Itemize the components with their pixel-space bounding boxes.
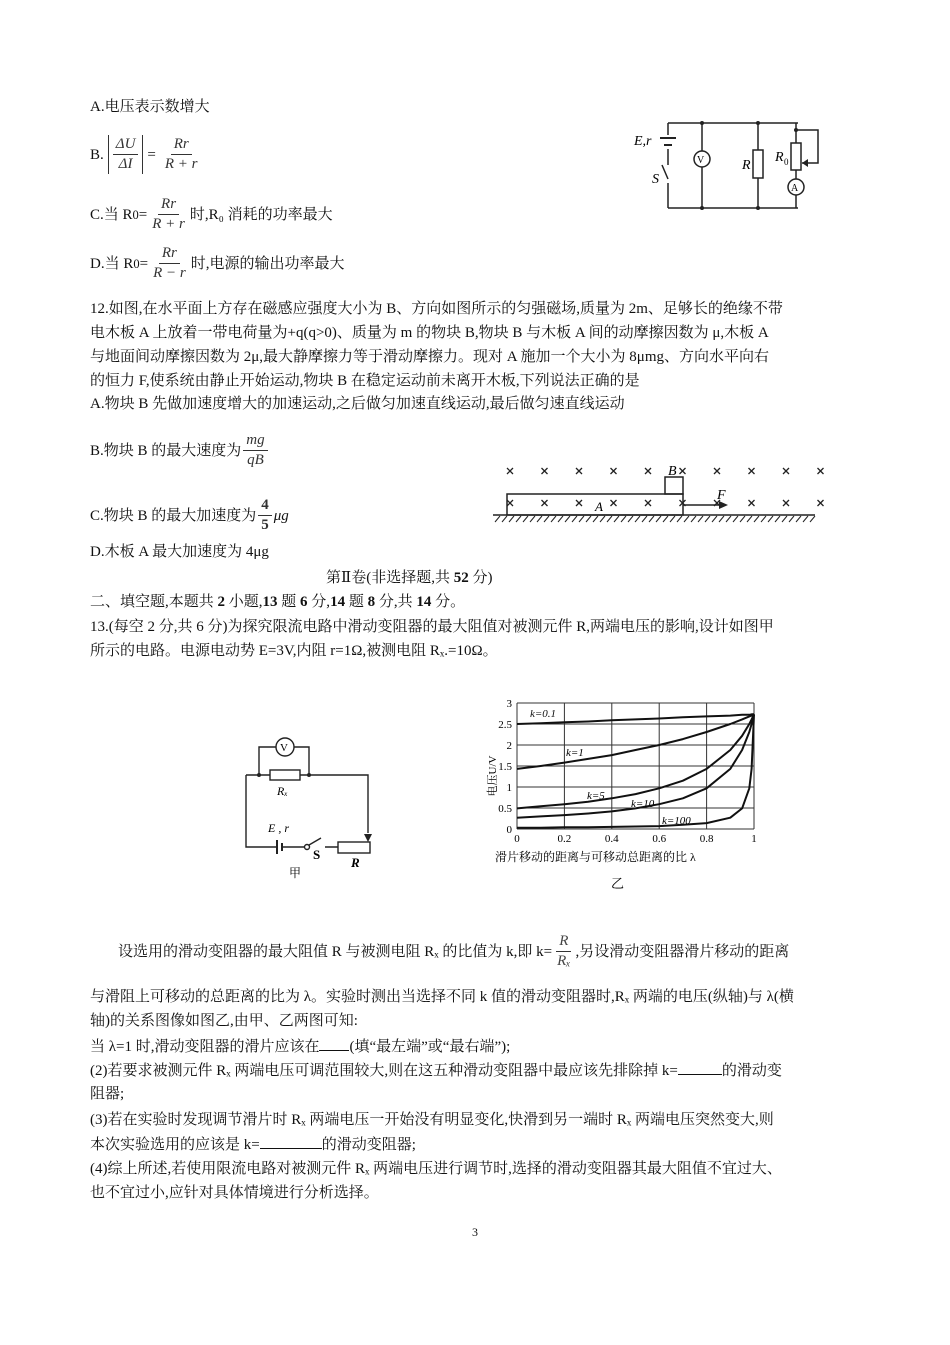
x-tick-label: 0.4 [604,833,619,845]
intro-text: 分。 [431,594,466,610]
field-cross-icon [645,468,651,474]
denominator: Rₓ [557,953,571,969]
intro-num: 2 [217,594,226,610]
series-label-k5: k=5 [587,790,605,802]
numerator: 4 [258,496,272,516]
label-r0-sub: 0 [784,157,789,167]
x-tick-label: 0.8 [699,833,714,845]
y-tick-label: 3 [506,698,512,710]
option-text: B.物块 B 的最大速度为 [90,442,242,459]
q12-option-b [90,431,270,470]
field-cross-icon [507,500,513,506]
series-label-k100: k=100 [662,815,691,827]
question-text: 的滑动变 [721,1063,782,1079]
intro-text: 小题, [225,594,263,610]
x-tick-label: 0.6 [652,833,667,845]
q13-sub4: (4)综上所述,若使用限流电路对被测元件 Rₓ 两端电压进行调节时,选择的滑动变阻器其最大阻值不宜过大、 [90,1161,782,1177]
intro-num: 14 [330,594,346,610]
intro-text: 二、填空题,本题共 [90,594,218,610]
question-text: (2)若要求被测元件 Rₓ 两端电压可调范围较大,则在这五种滑动变阻器中最应该先排除掉 k= [90,1063,678,1079]
field-cross-icon [645,500,651,506]
label-a: A [595,499,603,514]
question-text: 本次实验选用的应该是 k= [90,1137,260,1153]
intro-num: 14 [416,594,432,610]
q12-stem-line: 与地面间动摩擦因数为 2μ,最大静摩擦力等于滑动摩擦力。现对 A 施加一个大小为 8μmg、方向水平向右 [90,349,770,365]
intro-text: 题 [345,594,368,610]
option-text: C.物块 B 的最大加速度为 [90,507,257,524]
equals: = [139,255,149,272]
q12-option-c [90,496,289,535]
q13-sub3-cont [90,1134,416,1155]
intro-text: 分,共 [375,594,417,610]
denominator: 5 [261,517,269,533]
denominator: R + r [164,156,198,172]
q13-stem-line: 13.(每空 2 分,共 6 分)为探究限流电路中滑动变阻器的最大阻值对被测元件 R,两端电压的影响,设计如图甲 [90,619,774,635]
q13-circuit-diagram [225,730,385,880]
resistor-r [753,150,763,178]
rheostat-r0 [791,143,801,170]
y-tick-label: 1 [506,782,512,794]
label-r: R [742,158,751,173]
title-text: 第Ⅱ卷(非选择题,共 [326,570,454,586]
series-label-k10: k=10 [631,798,655,810]
label-er: E , r [268,821,289,835]
numerator: mg [243,431,267,451]
answer-blank-2[interactable] [678,1060,722,1075]
denominator: ΔI [118,156,133,172]
field-cross-icon [611,468,617,474]
series-label-k1: k=1 [566,747,584,759]
q12-stem-line: 电木板 A 上放着一带电荷量为+q(q>0)、质量为 m 的物块 B,物块 B 与木板 A 间的动摩擦因数为 μ,木板 A [90,325,769,341]
label-er: E,r [634,134,652,149]
x-axis-label: 滑片移动的距离与可移动总距离的比 λ [495,850,696,864]
label-r0: R [775,150,784,165]
numerator: Rr [159,244,180,264]
label-f: F [717,488,726,503]
section-intro [90,592,465,612]
x-tick-label: 1 [751,833,757,845]
option-text: 时,电源的输出功率最大 [190,255,345,272]
q11-option-c [90,195,333,234]
field-cross-icon [576,500,582,506]
intro-text: 题 [277,594,301,610]
y-tick-label: 1.5 [498,761,512,773]
field-cross-icon [714,468,720,474]
question-text: 当 λ=1 时,滑动变阻器的滑片应该在 [90,1039,320,1055]
q12-stem-line: 12.如图,在水平面上方存在磁感应强度大小为 B、方向如图所示的匀强磁场,质量为 2m、足够长的绝缘不带 [90,301,783,317]
q11-circuit-diagram [620,95,840,220]
label-s: S [313,847,321,862]
numerator: Rr [158,195,179,215]
q13-sub4-cont: 也不宜过小,应针对具体情境进行分析选择。 [90,1185,379,1201]
title-text: 分) [468,570,493,586]
label-s: S [652,172,659,187]
y-tick-label: 2.5 [498,719,512,731]
option-text: μg [273,507,289,524]
block-b [665,477,683,494]
q13-sub3: (3)若在实验时发现调节滑片时 Rₓ 两端电压一开始没有明显变化,快滑到另一端时 Rₓ 两端电压突然变大,则 [90,1112,774,1128]
intro-num: 8 [367,594,376,610]
denominator: R + r [152,216,185,232]
option-text: D.当 R [90,255,134,272]
series-label-k0.1: k=0.1 [530,708,557,720]
option-text: C.当 R [90,206,133,223]
caption-jia: 甲 [289,866,302,880]
label-b: B [668,464,677,479]
answer-blank-1[interactable] [319,1036,349,1051]
field-cross-icon [783,500,789,506]
field-cross-icon [576,468,582,474]
subscript: 0 [132,207,139,222]
question-text: (填“最左端”或“最右端”); [349,1039,511,1055]
q12-board-block-figure [485,455,835,530]
denominator: R − r [153,265,186,281]
q11-option-a: A.电压表示数增大 [90,99,210,115]
field-cross-icon [783,468,789,474]
field-cross-icon [542,500,548,506]
numerator: ΔU [113,135,139,155]
q13-sub2-cont: 阻器; [90,1086,125,1102]
series-line-k=100 [517,714,754,827]
field-cross-icon [507,468,513,474]
label-v: V [280,742,288,754]
q13-sub2 [90,1060,782,1081]
field-cross-icon [542,468,548,474]
label-r: R [351,855,360,870]
rheostat-r [338,842,370,853]
field-cross-icon [749,468,755,474]
q13-body-line: 轴)的关系图像如图乙,由甲、乙两图可知: [90,1013,358,1029]
q12-option-d: D.木板 A 最大加速度为 4μg [90,544,269,560]
intro-num: 6 [300,594,308,610]
numerator: R [556,932,571,952]
question-text: 的滑动变阻器; [321,1137,416,1153]
field-cross-icon [680,468,686,474]
y-tick-label: 0.5 [498,803,512,815]
intro-text: 分, [307,594,331,610]
chart-caption: 乙 [611,876,625,891]
q11-option-d [90,244,344,283]
section-title [326,568,492,588]
abs-fraction [108,135,144,174]
denominator: qB [247,452,264,468]
label-rx: Rₓ [277,784,288,798]
x-tick-label: 0 [514,833,520,845]
q11-option-b [90,135,203,174]
intro-num: 13 [262,594,278,610]
numerator: Rr [171,135,192,155]
q13-setup-line [118,932,789,971]
option-text: 时,R₀ 消耗的功率最大 [189,206,333,223]
setup-text: ,另设滑动变阻器滑片移动的距离 [575,943,790,960]
q12-stem-line: 的恒力 F,使系统由静止开始运动,物块 B 在稳定运动前未离开木板,下列说法正确的是 [90,373,640,389]
y-axis-label: 电压U/V [487,755,499,797]
field-cross-icon [749,500,755,506]
option-label: B. [90,146,104,163]
field-cross-icon [818,468,824,474]
answer-blank-3[interactable] [260,1134,322,1149]
title-score: 52 [453,570,469,586]
voltage-lambda-chart [480,690,780,895]
field-cross-icon [818,500,824,506]
x-tick-label: 0.2 [557,833,572,845]
y-tick-label: 0 [506,824,512,836]
equals: = [147,146,156,163]
resistor-rx [270,770,300,780]
subscript: 0 [133,256,140,271]
setup-text: 设选用的滑动变阻器的最大阻值 R 与被测电阻 Rₓ 的比值为 k,即 k= [118,943,553,960]
label-v: V [697,155,705,166]
equals: = [138,206,148,223]
label-a: A [791,183,799,194]
page-number: 3 [472,1225,478,1239]
q12-option-a: A.物块 B 先做加速度增大的加速运动,之后做匀加速直线运动,最后做匀速直线运动 [90,396,625,412]
q13-body-line: 与滑阻上可移动的总距离的比为 λ。实验时测出当选择不同 k 值的滑动变阻器时,Rₓ 两端的电压(纵轴)与 λ(横 [90,989,794,1005]
field-cross-icon [611,500,617,506]
y-tick-label: 2 [506,740,512,752]
q13-stem-line: 所示的电路。电源电动势 E=3V,内阻 r=1Ω,被测电阻 Rₓ.=10Ω。 [90,643,498,659]
q13-sub1 [90,1036,510,1057]
